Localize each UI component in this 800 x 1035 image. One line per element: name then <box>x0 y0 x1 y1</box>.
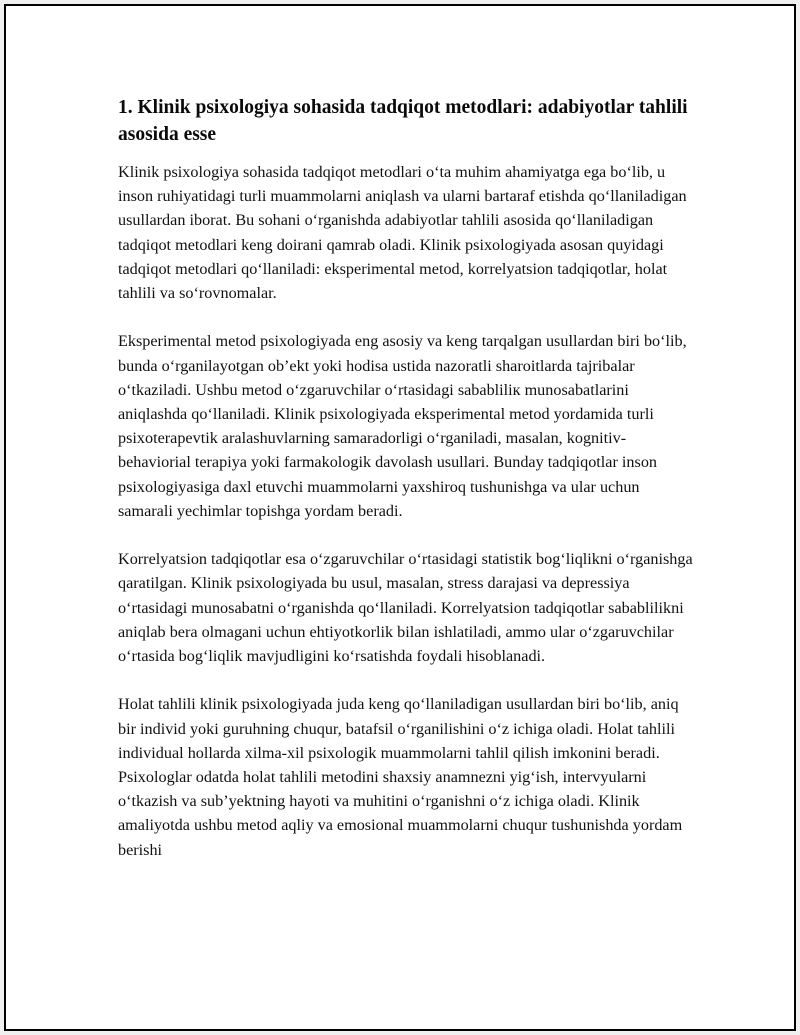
paragraph-2: Eksperimental metod psixologiyada eng asosiy va keng tarqalgan usullardan biri bo‘lib, bunda o‘rganilayotgan ob’ekt yoki hodisa ustida nazoratli sharoitlarda tajribalar o‘tkaziladi. Ushbu metod o‘zgaruvchilar o‘rtasidagi sababliliк munosabatlarini aniqlashda qo‘llaniladi. Klinik psixologiyada eksperimental metod yordamida turli psixoterapevtik aralashuvlarning samaradorligi o‘rganiladi, masalan, kognitiv-behaviorial terapiya yoki farmakologik davolash usullari. Bunday tadqiqotlar inson psixologiyasiga daxl etuvchi muammolarni yaxshiroq tushunishga va ular uchun samarali yechimlar topishga yordam beradi. <box>118 332 687 520</box>
paragraph-3: Korrelyatsion tadqiqotlar esa o‘zgaruvchilar o‘rtasidagi statistik bog‘liqlikni o‘rganishga qaratilgan. Klinik psixologiyada bu usul, masalan, stress darajasi va depressiya o‘rtasidagi munosabatni o‘rganishda qo‘llaniladi. Korrelyatsion tadqiqotlar sabablilikni aniqlab bera olmagani uchun ehtiyotkorlik bilan ishlatiladi, ammo ular o‘zgaruvchilar o‘rtasida bog‘liqlik mavjudligini ko‘rsatishda foydali hisoblanadi. <box>118 550 693 666</box>
paragraph-1: Klinik psixologiya sohasida tadqiqot metodlari o‘ta muhim ahamiyatga ega bo‘lib, u inson ruhiyatidagi turli muammolarni aniqlash va ularni bartaraf etishda qo‘llaniladigan usullardan iborat. Bu sohani o‘rganishda adabiyotlar tahlili asosida qo‘llaniladigan tadqiqot metodlari keng doirani qamrab oladi. Klinik psixologiyada asosan quyidagi tadqiqot metodlari qo‘llaniladi: eksperimental metod, korrelyatsion tadqiqotlar, holat tahlili va so‘rovnomalar. <box>118 163 687 303</box>
document-body <box>118 94 693 886</box>
paragraph-4: Holat tahlili klinik psixologiyada juda keng qo‘llaniladigan usullardan biri bo‘lib, aniq bir individ yoki guruhning chuqur, batafsil o‘rganilishini o‘z ichiga oladi. Holat tahlili individual hollarda xilma-xil psixologik muammolarni tahlil qilish imkonini beradi. Psixologlar odatda holat tahlili metodini shaxsiy anamnezni yig‘ish, intervyularni o‘tkazish va sub’yektning hayoti va muhitini o‘rganishni o‘z ichiga oladi. Klinik amaliyotda ushbu metod aqliy va emosional muammolarni chuqur tushunishda yordam berishi <box>118 695 683 859</box>
document-title: 1. Klinik psixologiya sohasida tadqiqot metodlari: adabiyotlar tahlili asosida esse <box>118 97 688 145</box>
